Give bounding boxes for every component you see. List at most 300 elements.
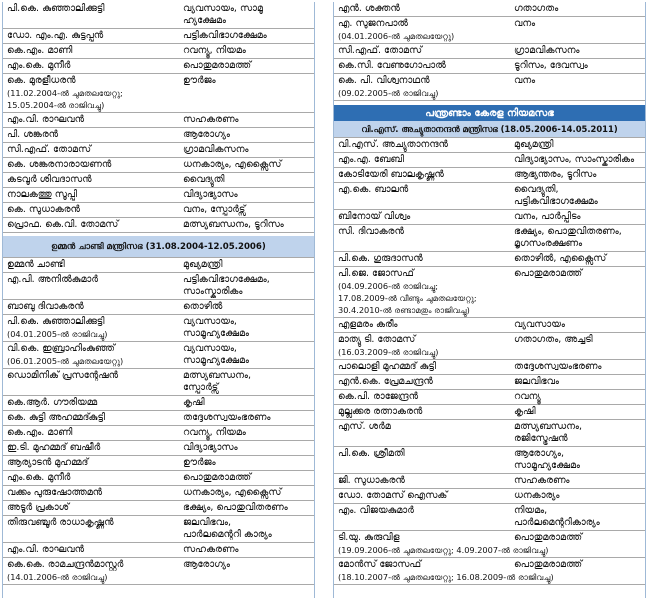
minister-row <box>334 531 645 558</box>
portfolio-line: പൊതുമരാമത്ത് <box>514 532 583 543</box>
minister-name-text: വി.എസ്. അച്യുതാനന്ദൻ <box>338 139 448 150</box>
portfolio <box>183 129 313 141</box>
minister-name <box>338 421 506 433</box>
minister-name <box>7 343 175 367</box>
minister-name-text: പാലൊളി മുഹമ്മദ് കുട്ടി <box>338 361 437 372</box>
portfolio-line: ഗ്രാമവികസനം <box>183 144 249 155</box>
minister-name <box>7 502 175 514</box>
minister-name-text: മാത്യു ടി. തോമസ് <box>338 334 416 345</box>
minister-row <box>334 318 645 333</box>
portfolio <box>514 45 644 57</box>
portfolio-line: വനം, സ്പോർട്സ് <box>183 204 246 215</box>
minister-name <box>7 442 175 454</box>
minister-name-text: പി.കെ. കുഞ്ഞാലിക്കുട്ടി <box>7 316 105 327</box>
minister-name-text: കെ.സി. വേണുഗോപാൽ <box>338 60 446 71</box>
portfolio-line: വനം <box>514 75 536 86</box>
minister-name <box>338 226 506 238</box>
minister-name-text: എസ്. ശർമ <box>338 421 391 432</box>
minister-row <box>3 173 314 188</box>
portfolio-line: വ്യവസായം <box>514 319 565 330</box>
minister-name-text: എം. വിജയകുമാർ <box>338 505 414 516</box>
minister-name <box>338 60 506 72</box>
minister-name-text: കെ.കെ. രാമചന്ദ്രൻമാസ്റ്റർ <box>7 559 124 570</box>
portfolio <box>514 60 644 72</box>
oommen-chandy-cabinet-header: ഉമ്മൻ ചാണ്ടി മന്ത്രിസഭ (31.08.2004-12.05.2006) <box>3 236 314 258</box>
minister-name <box>338 475 506 487</box>
column-gutter <box>315 0 331 600</box>
portfolio-line: നിയമം, <box>514 505 548 516</box>
portfolio <box>514 268 644 280</box>
minister-name <box>338 3 506 15</box>
portfolio-line: മത്സ്യബന്ധനം, <box>183 370 252 381</box>
portfolio <box>183 60 313 72</box>
minister-name-text: ഇ.ടി. മുഹമ്മദ് ബഷീർ <box>7 442 101 453</box>
minister-row <box>3 258 314 273</box>
minister-name-text: എം.എ. ബേബി <box>338 154 404 165</box>
minister-row <box>3 426 314 441</box>
minister-name <box>7 397 175 409</box>
minister-name-text: ഉമ്മൻ ചാണ്ടി <box>7 259 65 270</box>
portfolio-line: ഹ്യക്ഷേമം <box>183 15 226 26</box>
minister-name <box>7 487 175 499</box>
right-column <box>333 2 646 598</box>
minister-name <box>338 406 506 418</box>
portfolio <box>183 544 313 556</box>
portfolio <box>183 502 313 514</box>
portfolio <box>183 487 313 499</box>
minister-name-text: വി.കെ. ഇബ്രാഹിംകുഞ്ഞ് <box>7 343 115 354</box>
minister-name <box>7 60 175 72</box>
minister-row <box>3 2 314 29</box>
minister-name-text: മുല്ലക്കര രത്നാകരൻ <box>338 406 423 417</box>
minister-name <box>7 517 175 529</box>
minister-row <box>334 153 645 168</box>
portfolio <box>514 361 644 373</box>
portfolio <box>183 259 313 271</box>
minister-name <box>7 30 175 42</box>
minister-name <box>338 490 506 502</box>
portfolio <box>514 406 644 418</box>
portfolio <box>514 376 644 388</box>
minister-name <box>7 427 175 439</box>
minister-name-text: കെ.എം. മാണി <box>7 427 73 438</box>
minister-name-text: ഡോ. തോമസ് ഐസക് <box>338 490 448 501</box>
minister-name <box>338 448 506 460</box>
minister-row <box>3 369 314 396</box>
tenure-note: 15.05.2004-ൽ രാജിവച്ചു) <box>7 100 105 110</box>
portfolio-line: വിദ്യാഭ്യാസം <box>183 189 238 200</box>
minister-name-text: എം.വി. രാഘവൻ <box>7 544 85 555</box>
portfolio <box>183 316 313 340</box>
minister-name-text: കെ.എം. മാണി <box>7 45 73 56</box>
portfolio-line: കൃഷി <box>514 406 536 417</box>
minister-row <box>3 273 314 300</box>
portfolio <box>183 442 313 454</box>
vs-achuthanandan-cabinet-header: വി.എസ്. അച്യുതാനന്ദൻ മന്ത്രിസഭ (18.05.2006-14.05.2011) <box>334 121 645 138</box>
portfolio <box>183 370 313 394</box>
minister-name-text: എ.പി. അനിൽകുമാർ <box>7 274 99 285</box>
portfolio-line: തൊഴിൽ, എക്സൈസ് <box>514 253 607 264</box>
minister-name <box>338 75 506 99</box>
minister-row <box>3 342 314 369</box>
minister-row <box>334 252 645 267</box>
portfolio <box>183 397 313 409</box>
portfolio <box>514 532 644 544</box>
portfolio <box>514 139 644 151</box>
minister-name-text: കോടിയേരി ബാലകൃഷ്ണൻ <box>338 169 444 180</box>
portfolio-line: റവന്യൂ <box>514 391 541 402</box>
minister-row <box>334 44 645 59</box>
minister-row <box>3 543 314 558</box>
minister-name-text: കെ. ശങ്കരനാരായണൻ <box>7 159 112 170</box>
portfolio-line: ആരോഗ്യം, <box>514 448 564 459</box>
portfolio <box>514 3 644 15</box>
tenure-note: (18.10.2007-ൽ ചുമതലയേറ്റു; 16.08.2009-ൽ രാജിവച്ചു) <box>338 572 554 582</box>
minister-name <box>7 370 175 382</box>
portfolio <box>183 45 313 57</box>
minister-name-text: ബാബു ദിവാകരൻ <box>7 301 84 312</box>
portfolio-line: സാംസ്കാരികം <box>183 286 243 297</box>
portfolio-line: വിദ്യാഭ്യാസം <box>183 442 238 453</box>
minister-name <box>7 412 175 424</box>
portfolio-line: ഊർജം <box>183 75 216 86</box>
portfolio-line: ആരോഗ്യം <box>183 559 230 570</box>
portfolio <box>514 184 644 208</box>
portfolio-line: ഗതാഗതം, അച്ചടി <box>514 334 593 345</box>
portfolio <box>514 475 644 487</box>
portfolio-line: പൊതുമരാമത്ത് <box>183 60 252 71</box>
minister-name-text: കെ. കുട്ടി അഹമ്മദ്കുട്ടി <box>7 412 106 423</box>
portfolio <box>183 274 313 298</box>
minister-name-text: ടി.യു. കുരുവിള <box>338 532 400 543</box>
minister-name-text: പ്രൊഫ. കെ.വി. തോമസ് <box>7 219 119 230</box>
portfolio-line: സാമൂഹ്യക്ഷേമം <box>183 328 249 339</box>
assembly-header: പന്ത്രണ്ടാം കേരള നിയമസഭ <box>334 105 645 121</box>
portfolio-line: കൃഷി <box>183 397 205 408</box>
minister-row <box>3 501 314 516</box>
minister-name-text: അടൂർ പ്രകാശ് <box>7 502 70 513</box>
tenure-note: 30.4.2010-ൽ രണ്ടാമതും രാജിവച്ചു) <box>338 305 470 315</box>
portfolio-line: തദ്ദേശസ്വയംഭരണം <box>183 412 271 423</box>
minister-name <box>7 544 175 556</box>
minister-name <box>338 18 506 42</box>
minister-row <box>3 516 314 543</box>
minister-row <box>334 74 645 101</box>
tenure-note: 17.08.2009-ൽ വീണ്ടും ചുമതലയേറ്റു; <box>338 293 477 303</box>
portfolio <box>183 189 313 201</box>
minister-name-text: കെ.ആർ. ഗൗരിയമ്മ <box>7 397 98 408</box>
portfolio <box>514 253 644 265</box>
minister-row <box>3 113 314 128</box>
minister-name-text: സി. ദിവാകരൻ <box>338 226 404 237</box>
portfolio-line: തൊഴിൽ <box>183 301 223 312</box>
portfolio-line: വ്യവസായം, സാമൂ <box>183 3 263 14</box>
minister-name-text: ആര്യാടൻ മുഹമ്മദ് <box>7 457 89 468</box>
minister-name <box>338 211 506 223</box>
minister-name-text: മോൻസ് ജോസഫ് <box>338 559 422 570</box>
minister-name-text: ജി. സുധാകരൻ <box>338 475 405 486</box>
minister-name <box>7 45 175 57</box>
portfolio-line: ജലവിഭവം <box>514 376 559 387</box>
minister-row <box>3 188 314 203</box>
minister-row <box>3 471 314 486</box>
minister-name <box>338 184 506 196</box>
tenure-note: (16.03.2009-ൽ രാജിവച്ചു) <box>338 347 439 357</box>
minister-name-text: എൻ.കെ. പ്രേമചന്ദ്രൻ <box>338 376 433 387</box>
portfolio-line: മുഖ്യമന്ത്രി <box>514 139 554 150</box>
portfolio <box>183 412 313 424</box>
portfolio <box>183 559 313 571</box>
minister-name-text: ഡോ. എം.എ. കുട്ടപ്പൻ <box>7 30 104 41</box>
tenure-note: (09.02.2005-ൽ രാജിവച്ചു) <box>338 88 439 98</box>
minister-name-text: പി.കെ. കുഞ്ഞാലിക്കുട്ടി <box>7 3 105 14</box>
portfolio <box>183 3 313 27</box>
minister-row <box>3 158 314 173</box>
portfolio <box>183 204 313 216</box>
minister-name <box>338 169 506 181</box>
minister-name-text: നാലകത്തു സൂപ്പി <box>7 189 78 200</box>
minister-row <box>334 59 645 74</box>
portfolio <box>183 457 313 469</box>
tenure-note: (14.01.2006-ൽ രാജിവച്ചു) <box>7 572 108 582</box>
portfolio <box>183 159 313 171</box>
minister-row <box>3 411 314 426</box>
portfolio-line: പാർലമെന്ററികാര്യം <box>514 517 600 528</box>
minister-name-text: എം.കെ. മുനീർ <box>7 60 71 71</box>
portfolio-line: ഭക്ഷ്യം, പൊതുവിതരണം <box>183 502 288 513</box>
minister-name-text: കെ. സുധാകരൻ <box>7 204 80 215</box>
minister-row <box>334 267 645 318</box>
minister-row <box>3 74 314 113</box>
portfolio-line: ടൂറിസം, ദേവസ്വം <box>514 60 588 71</box>
left-top-table <box>3 2 314 233</box>
portfolio-line: വനം <box>514 18 536 29</box>
minister-row <box>3 203 314 218</box>
minister-row <box>3 486 314 501</box>
minister-row <box>334 558 645 585</box>
portfolio <box>183 114 313 126</box>
portfolio-line: പട്ടികവിഭാഗക്ഷേമം, <box>183 274 270 285</box>
minister-name <box>338 154 506 166</box>
minister-name <box>7 301 175 313</box>
portfolio-line: പാർലമെന്ററി കാര്യം <box>183 529 272 540</box>
minister-row <box>3 128 314 143</box>
portfolio <box>514 319 644 331</box>
minister-row <box>334 225 645 252</box>
portfolio-line: സാമൂഹ്യക്ഷേമം <box>514 460 580 471</box>
minister-row <box>334 2 645 17</box>
portfolio-line: മുഖ്യമന്ത്രി <box>183 259 223 270</box>
minister-name <box>338 334 506 358</box>
portfolio <box>514 211 644 223</box>
minister-row <box>334 210 645 225</box>
minister-row <box>334 138 645 153</box>
portfolio-line: ആരോഗ്യം <box>183 129 230 140</box>
minister-name <box>338 45 506 57</box>
portfolio <box>514 490 644 502</box>
portfolio-line: സാമൂഹ്യക്ഷേമം <box>183 355 249 366</box>
portfolio-line: റവന്യൂ, നിയമം <box>183 427 246 438</box>
portfolio <box>514 421 644 445</box>
minister-name <box>338 253 506 265</box>
minister-name-text: വക്കം പുരുഷോത്തമൻ <box>7 487 103 498</box>
portfolio-line: രജിസ്ട്രേഷൻ <box>514 433 568 444</box>
minister-name-text: ഡൊമിനിക് പ്രസന്റേഷൻ <box>7 370 119 381</box>
portfolio <box>514 448 644 472</box>
portfolio-line: പട്ടികവിഭാഗക്ഷേമം <box>514 196 598 207</box>
minister-row <box>334 489 645 504</box>
minister-name <box>7 189 175 201</box>
minister-row <box>334 504 645 531</box>
minister-name <box>7 457 175 469</box>
minister-row <box>3 218 314 233</box>
left-bottom-table <box>3 258 314 585</box>
minister-name-text: എ. സുജനപാൽ <box>338 18 408 29</box>
portfolio <box>183 75 313 87</box>
minister-name-text: കെ. മുരളീധരൻ <box>7 75 76 86</box>
minister-name <box>338 268 506 316</box>
minister-name <box>7 75 175 111</box>
minister-name-text: എ.കെ. ബാലൻ <box>338 184 409 195</box>
minister-row <box>334 168 645 183</box>
minister-row <box>3 315 314 342</box>
portfolio <box>514 559 644 571</box>
minister-name <box>7 159 175 171</box>
minister-name-text: എൻ. ശക്തൻ <box>338 3 400 14</box>
tenure-note: (04.09.2006-ൽ രാജിവച്ചു; <box>338 281 439 291</box>
minister-name <box>338 319 506 331</box>
portfolio <box>183 343 313 367</box>
minister-row <box>334 447 645 474</box>
portfolio <box>183 472 313 484</box>
portfolio <box>514 226 644 250</box>
minister-row <box>334 360 645 375</box>
minister-name <box>7 259 175 271</box>
portfolio <box>514 391 644 403</box>
minister-row <box>334 405 645 420</box>
minister-name-text: സി.എഫ്. തോമസ് <box>7 144 92 155</box>
portfolio-line: വിദ്യാഭ്യാസം, സാംസ്കാരികം <box>514 154 635 165</box>
minister-name <box>7 3 175 15</box>
portfolio <box>183 301 313 313</box>
right-top-table <box>334 2 645 101</box>
minister-row <box>334 420 645 447</box>
portfolio-line: വൈദ്യുതി <box>183 174 225 185</box>
minister-row <box>3 59 314 74</box>
minister-name <box>7 316 175 340</box>
portfolio <box>514 75 644 87</box>
portfolio-line: പൊതുമരാമത്ത് <box>183 472 252 483</box>
minister-name <box>7 114 175 126</box>
minister-name <box>7 559 175 583</box>
minister-name <box>7 274 175 286</box>
portfolio <box>183 144 313 156</box>
portfolio <box>183 427 313 439</box>
minister-name-text: പി. ശങ്കരൻ <box>7 129 59 140</box>
portfolio-line: മത്സ്യബന്ധനം, <box>514 421 583 432</box>
right-bottom-table <box>334 138 645 585</box>
portfolio-line: റവന്യൂ, നിയമം <box>183 45 246 56</box>
portfolio <box>514 154 644 166</box>
portfolio-line: ഊർജം <box>183 457 216 468</box>
minister-row <box>334 17 645 44</box>
portfolio-line: ധനകാര്യം, എക്സൈസ് <box>183 159 282 170</box>
minister-row <box>3 558 314 585</box>
tenure-note: (04.01.2006-ൽ ചുമതലയേറ്റു) <box>338 31 455 41</box>
minister-name <box>338 505 506 517</box>
minister-row <box>3 143 314 158</box>
minister-name-text: പി.കെ. ശ്രീമതി <box>338 448 405 459</box>
minister-name-text: എം.കെ. മുനീർ <box>7 472 71 483</box>
tenure-note: (06.01.2005-ൽ ചുമതലയേറ്റു) <box>7 356 124 366</box>
tenure-note: (19.09.2006-ൽ ചുമതലയേറ്റു; 4.09.2007-ൽ രാജിവച്ചു) <box>338 545 549 555</box>
portfolio <box>514 18 644 30</box>
minister-name <box>7 144 175 156</box>
portfolio-line: വനം, പാർപ്പിടം <box>514 211 581 222</box>
portfolio-line: മത്സ്യബന്ധനം, ടൂറിസം <box>183 219 284 230</box>
portfolio <box>183 517 313 541</box>
portfolio-line: സഹകരണം <box>183 544 239 555</box>
portfolio-line: ഭക്ഷ്യം, പൊതുവിതരണം, <box>514 226 622 237</box>
minister-row <box>3 29 314 44</box>
portfolio <box>183 174 313 186</box>
portfolio-line: മൃഗസംരക്ഷണം <box>514 238 583 249</box>
portfolio-line: പട്ടികവിഭാഗക്ഷേമം <box>183 30 267 41</box>
portfolio <box>514 334 644 346</box>
minister-row <box>3 396 314 411</box>
minister-row <box>334 390 645 405</box>
minister-name-text: പി.ജെ. ജോസഫ് <box>338 268 414 279</box>
portfolio-line: വൈദ്യുതി, <box>514 184 559 195</box>
minister-name-text: കെ.പി. രാജേന്ദ്രൻ <box>338 391 419 402</box>
minister-name <box>7 129 175 141</box>
minister-name <box>338 139 506 151</box>
portfolio-line: ഗ്രാമവികസനം <box>514 45 580 56</box>
minister-name <box>7 204 175 216</box>
minister-name-text: കടവൂർ ശിവദാസൻ <box>7 174 92 185</box>
portfolio-line: വ്യവസായം, <box>183 343 237 354</box>
portfolio <box>514 505 644 529</box>
minister-name-text: സി.എഫ്. തോമസ് <box>338 45 423 56</box>
minister-name <box>338 361 506 373</box>
minister-row <box>334 183 645 210</box>
portfolio <box>183 30 313 42</box>
minister-name-text: എളമരം കരീം <box>338 319 398 330</box>
portfolio-line: വ്യവസായം, <box>183 316 237 327</box>
minister-row <box>3 441 314 456</box>
portfolio <box>183 219 313 231</box>
portfolio <box>514 169 644 181</box>
portfolio-line: ധനകാര്യം <box>514 490 560 501</box>
minister-row <box>3 44 314 59</box>
portfolio-line: ഗതാഗതം <box>514 3 559 14</box>
minister-name-text: ബിനോയ് വിശ്വം <box>338 211 411 222</box>
portfolio-line: സഹകരണം <box>183 114 239 125</box>
minister-row <box>334 474 645 489</box>
portfolio-line: പൊതുമരാമത്ത് <box>514 268 583 279</box>
minister-name-text: കെ. പി. വിശ്വനാഥൻ <box>338 75 430 86</box>
minister-name <box>338 391 506 403</box>
minister-name-text: എം.വി. രാഘവൻ <box>7 114 85 125</box>
tenure-note: (04.01.2005-ൽ രാജിവച്ചു) <box>7 329 108 339</box>
left-column <box>2 2 315 598</box>
portfolio-line: സ്പോർട്സ് <box>183 382 219 393</box>
portfolio-line: ധനകാര്യം, എക്സൈസ് <box>183 487 282 498</box>
tenure-note: (11.02.2004-ൽ ചുമതലയേറ്റു; <box>7 88 123 98</box>
minister-row <box>334 333 645 360</box>
portfolio-line: ആഭ്യന്തരം, ടൂറിസം <box>514 169 597 180</box>
minister-name <box>338 376 506 388</box>
